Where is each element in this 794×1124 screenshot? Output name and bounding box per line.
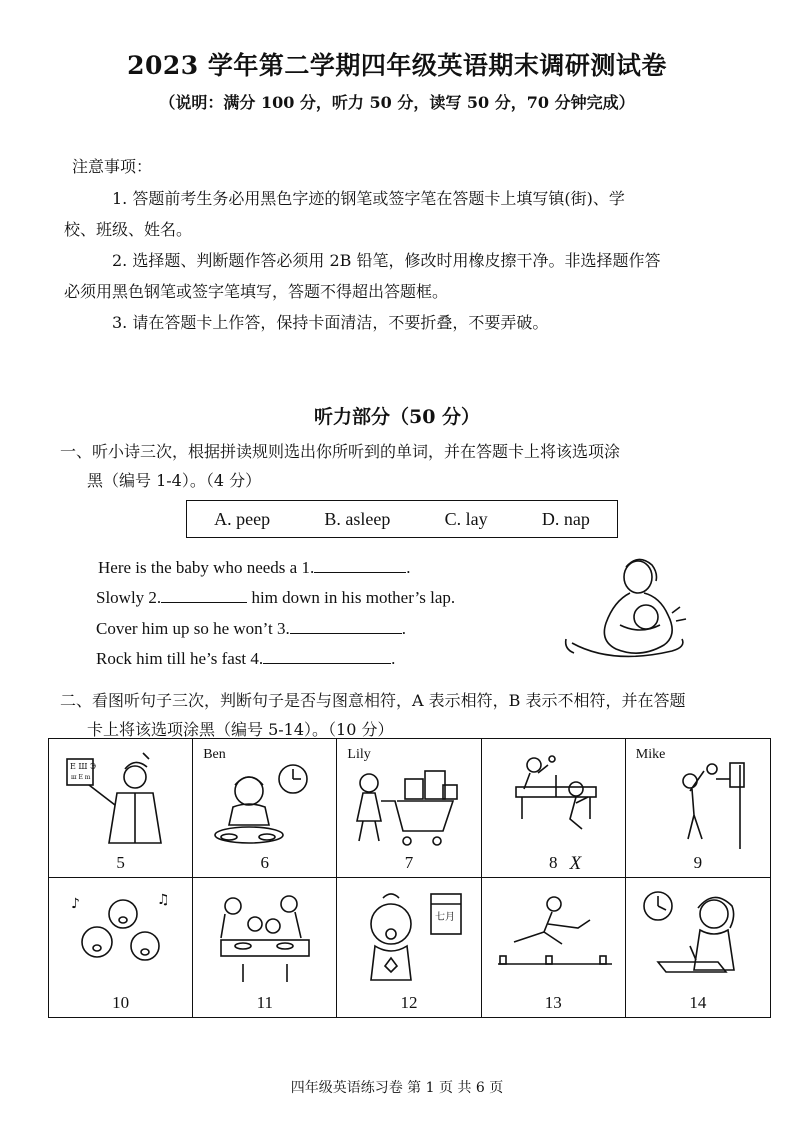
- mother-baby-icon: [560, 555, 690, 670]
- listening-section-title: 听力部分（50 分）: [313, 406, 481, 428]
- answer-blank-1: [314, 556, 406, 573]
- picture-number: 14: [689, 993, 707, 1012]
- notice-item-1-line2: 校、班级、姓名。: [64, 220, 193, 239]
- picture-number: 8: [548, 853, 558, 872]
- picture-number: 5: [116, 853, 125, 872]
- poem-line-2: [96, 586, 455, 608]
- question-2-line2: 卡上将该选项涂黑（编号 5-14）。（10 分）: [87, 720, 394, 739]
- picture-number: 12: [400, 993, 418, 1012]
- question-2: [60, 686, 775, 744]
- svg-text:♫: ♫: [157, 892, 170, 908]
- family-dinner-icon: [203, 884, 327, 990]
- singing-kids-icon: [59, 884, 183, 990]
- picture-cell: [337, 878, 481, 1017]
- picture-number: 9: [693, 853, 703, 872]
- picture-number: 13: [544, 993, 562, 1012]
- boy-eating-icon: [203, 745, 327, 851]
- basketball-icon: [636, 745, 760, 851]
- poem-line-2-end: him down in his mother’s lap.: [247, 588, 456, 607]
- notice-item-3-line1: 3. 请在答题卡上作答，保持卡面清洁，不要折叠，不要弄破。: [112, 313, 549, 332]
- svg-text:♪: ♪: [71, 896, 80, 912]
- baby-calendar-icon: [347, 884, 471, 990]
- picture-cell: [626, 739, 770, 878]
- picture-name-label: Lily: [347, 747, 371, 762]
- picture-cell: [193, 739, 337, 878]
- notice-item-1: [64, 183, 774, 245]
- option-b: B. asleep: [324, 508, 391, 529]
- option-a: A. peep: [214, 508, 271, 529]
- picture-cell: [482, 878, 626, 1017]
- ping-pong-icon: [492, 745, 616, 851]
- handwritten-x-mark: X: [569, 853, 582, 874]
- answer-blank-3: [290, 617, 402, 634]
- option-c: C. lay: [444, 508, 488, 529]
- svg-text:E Ш Э: E Ш Э: [70, 762, 97, 771]
- answer-blank-4: [263, 647, 391, 664]
- doctor-icon: [59, 745, 183, 851]
- exam-title: 2023 学年第二学期四年级英语期末调研测试卷: [127, 51, 667, 80]
- notice-item-2-line2: 必须用黑色钢笔或签字笔填写，答题不得超出答题框。: [64, 282, 449, 301]
- poem-line-1-text: Here is the baby who needs a 1.: [98, 558, 315, 577]
- notice-item-2: [64, 245, 774, 307]
- notice-item-3: [64, 307, 774, 338]
- calendar-month-label: 七月: [435, 912, 456, 923]
- question-1-line1: 一、听小诗三次，根据拼读规则选出你所听到的单词，并在答题卡上将该选项涂: [60, 442, 621, 461]
- answer-blank-2: [161, 586, 247, 603]
- shopping-cart-icon: [347, 745, 471, 851]
- picture-cell: [337, 739, 481, 878]
- picture-number: 7: [404, 853, 414, 872]
- option-d: D. nap: [541, 508, 590, 529]
- picture-name-label: Ben: [203, 747, 226, 762]
- poem-line-1: [98, 556, 410, 578]
- poem-line-4-text: Rock him till he’s fast 4.: [96, 649, 264, 668]
- poem-line-3: [96, 617, 406, 639]
- picture-cell: [49, 739, 193, 878]
- poem-line-3-text: Cover him up so he won’t 3.: [96, 619, 290, 638]
- picture-grid: [48, 738, 771, 1018]
- picture-cell: [193, 878, 337, 1017]
- picture-number: 6: [260, 853, 270, 872]
- notice-heading: 注意事项：: [72, 157, 153, 176]
- girl-writing-icon: [636, 884, 760, 990]
- poem-line-4-end: .: [391, 649, 396, 668]
- poem-line-1-end: .: [406, 558, 411, 577]
- poem-line-2-text: Slowly 2.: [96, 588, 162, 607]
- picture-cell: [626, 878, 770, 1017]
- notice-item-1-line1: 1. 答题前考生务必用黑色字迹的钢笔或签字笔在答题卡上填写镇(街)、学: [112, 189, 625, 208]
- exam-subtitle: （说明：满分 100 分，听力 50 分，读写 50 分，70 分钟完成）: [159, 93, 635, 112]
- question-1: [60, 437, 775, 495]
- picture-name-label: Mike: [635, 747, 666, 762]
- page-footer: 四年级英语练习卷 第 1 页 共 6 页: [290, 1080, 504, 1096]
- picture-cell: [49, 878, 193, 1017]
- question-1-line2: 黑（编号 1-4）。（4 分）: [87, 471, 262, 490]
- notice-item-2-line1: 2. 选择题、判断题作答必须用 2B 铅笔，修改时用橡皮擦干净。非选择题作答: [112, 251, 661, 270]
- long-jump-icon: [492, 884, 616, 990]
- question-2-line1: 二、看图听句子三次，判断句子是否与图意相符，A 表示相符，B 表示不相符，并在答题: [60, 691, 686, 710]
- poem-line-4: [96, 647, 395, 669]
- word-options-box: [186, 500, 618, 538]
- picture-number: 10: [112, 993, 130, 1012]
- picture-cell: [482, 739, 626, 878]
- picture-number: 11: [256, 993, 273, 1012]
- svg-text:ш Е m: ш Е m: [71, 774, 91, 781]
- poem-line-3-end: .: [401, 619, 407, 638]
